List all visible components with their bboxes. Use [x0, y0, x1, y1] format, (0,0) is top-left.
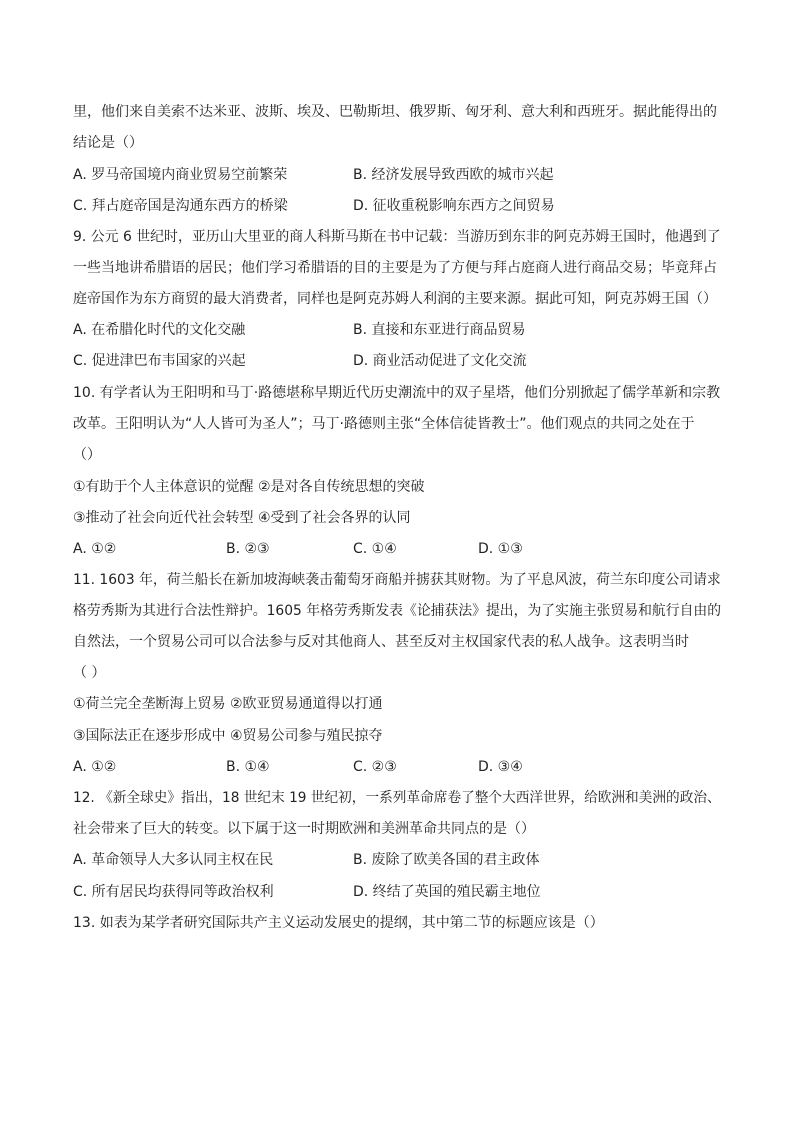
q10-option-b: B. ②③: [226, 541, 270, 557]
q8-option-d: D. 征收重税影响东西方之间贸易: [353, 198, 555, 214]
q11-option-a: A. ①②: [73, 759, 117, 775]
q10-statements-1: ①有助于个人主体意识的觉醒 ②是对各自传统思想的突破: [73, 479, 425, 495]
q11-option-b: B. ①④: [226, 759, 270, 775]
q8-line-2: 结论是（）: [73, 135, 143, 151]
q12-option-c: C. 所有居民均获得同等政治权利: [73, 884, 274, 900]
q11-option-d: D. ③④: [478, 759, 523, 775]
q9-line-1: 9. 公元 6 世纪时，亚历山大里亚的商人科斯马斯在书中记载：当游历到东非的阿克苏姆王国时，他遇到了: [73, 229, 721, 245]
q12-option-d: D. 终结了英国的殖民霸主地位: [353, 884, 541, 900]
q8-line-1: 里，他们来自美索不达米亚、波斯、埃及、巴勒斯坦、俄罗斯、匈牙利、意大利和西班牙。据此能得出的: [73, 104, 717, 120]
q12-option-a: A. 革命领导人大多认同主权在民: [73, 852, 274, 868]
q11-line-2: 格劳秀斯为其进行合法性辩护。1605 年格劳秀斯发表《论捕获法》提出，为了实施主张贸易和航行自由的: [73, 603, 722, 619]
q9-line-2: 一些当地讲希腊语的居民；他们学习希腊语的目的主要是为了方便与拜占庭商人进行商品交易；毕竟拜占: [73, 260, 717, 276]
q11-statements-2: ③国际法正在逐步形成中 ④贸易公司参与殖民掠夺: [73, 728, 383, 744]
q9-option-b: B. 直接和东亚进行商品贸易: [353, 322, 526, 338]
q10-line-1: 10. 有学者认为王阳明和马丁·路德堪称早期近代历史潮流中的双子星塔，他们分别掀起了儒学革新和宗教: [73, 385, 721, 401]
q8-option-b: B. 经济发展导致西欧的城市兴起: [353, 167, 554, 183]
q11-line-4: （ ）: [73, 665, 106, 681]
q8-option-c: C. 拜占庭帝国是沟通东西方的桥梁: [73, 198, 288, 214]
q11-line-1: 11. 1603 年，荷兰船长在新加坡海峡袭击葡萄牙商船并掳获其财物。为了平息风波，荷兰东印度公司请求: [73, 572, 721, 588]
q9-option-a: A. 在希腊化时代的文化交融: [73, 322, 246, 338]
q9-option-d: D. 商业活动促进了文化交流: [353, 353, 527, 369]
q8-option-a: A. 罗马帝国境内商业贸易空前繁荣: [73, 167, 288, 183]
q11-statements-1: ①荷兰完全垄断海上贸易 ②欧亚贸易通道得以打通: [73, 696, 383, 712]
q9-option-c: C. 促进津巴布韦国家的兴起: [73, 353, 246, 369]
q10-option-d: D. ①③: [478, 541, 523, 557]
q10-line-2: 改革。王阳明认为“人人皆可为圣人”；马丁·路德则主张“全体信徒皆教士”。他们观点的共同之处在于: [73, 416, 695, 432]
q10-option-a: A. ①②: [73, 541, 117, 557]
q11-line-3: 自然法，一个贸易公司可以合法参与反对其他商人、甚至反对主权国家代表的私人战争。这表明当时: [73, 634, 689, 650]
q10-option-c: C. ①④: [353, 541, 397, 557]
q12-option-b: B. 废除了欧美各国的君主政体: [353, 852, 540, 868]
q11-option-c: C. ②③: [353, 759, 397, 775]
q13-line-1: 13. 如表为某学者研究国际共产主义运动发展史的提纲，其中第二节的标题应该是（）: [73, 915, 604, 931]
q10-line-3: （）: [73, 447, 101, 463]
q12-line-1: 12. 《新全球史》指出，18 世纪末 19 世纪初，一系列革命席卷了整个大西洋世界，给欧洲和美洲的政治、: [73, 790, 721, 806]
q9-line-3: 庭帝国作为东方商贸的最大消费者，同样也是阿克苏姆人利润的主要来源。据此可知，阿克苏姆王国（）: [73, 291, 717, 307]
q10-statements-2: ③推动了社会向近代社会转型 ④受到了社会各界的认同: [73, 510, 411, 526]
q12-line-2: 社会带来了巨大的转变。以下属于这一时期欧洲和美洲革命共同点的是（）: [73, 821, 535, 837]
